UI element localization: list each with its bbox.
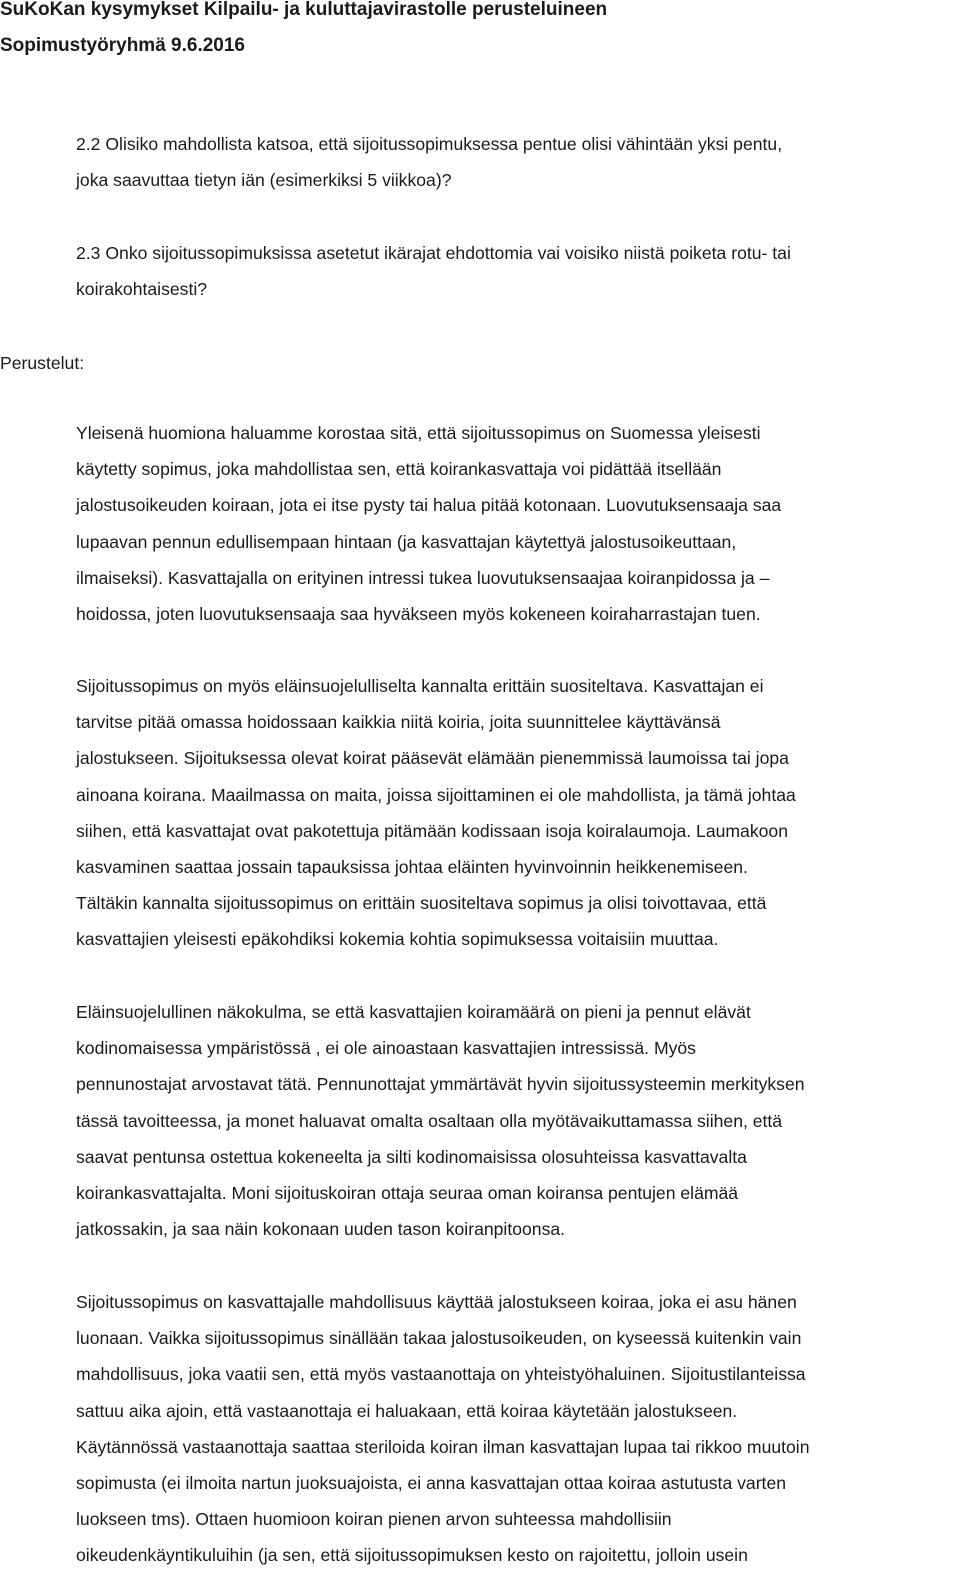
text-line: koirankasvattajalta. Moni sijoituskoiran ottaja seuraa oman koiransa pentujen elämää [76, 1183, 739, 1204]
text-line: hoidossa, joten luovutuksensaaja saa hyväkseen myös kokeneen koiraharrastajan tuen. [76, 604, 761, 625]
text-line: kasvaminen saattaa jossain tapauksissa johtaa eläinten hyvinvoinnin heikkenemiseen. [76, 857, 748, 878]
document-title: SuKoKan kysymykset Kilpailu- ja kuluttajavirastolle perusteluineen [0, 0, 608, 20]
text-line: jalostusoikeuden koiraan, jota ei itse pysty tai halua pitää kotonaan. Luovutuksensaaja saa [76, 495, 782, 516]
text-line: käytetty sopimus, joka mahdollistaa sen, että koirankasvattaja voi pidättää itsellään [76, 459, 722, 480]
text-line: siihen, että kasvattajat ovat pakotettuja pitämään kodissaan isoja koiralaumoja. Laumakoon [76, 820, 788, 841]
section-heading-perustelut: Perustelut: [0, 353, 85, 373]
text-line: luokseen tms). Ottaen huomioon koiran pienen arvon suhteessa mahdollisiin [76, 1509, 672, 1530]
text-line: pennunostajat arvostavat tätä. Pennunottajat ymmärtävät hyvin sijoitussysteemin merkityksen [76, 1074, 805, 1095]
text-line: 2.2 Olisiko mahdollista katsoa, että sijoitussopimuksessa pentue olisi vähintään yksi pentu, [76, 134, 783, 154]
paragraph-3 [76, 994, 805, 1247]
text-line: kasvattajien yleisesti epäkohdiksi kokemia kohtia sopimuksessa voitaisiin muuttaa. [76, 929, 719, 950]
text-line: saavat pentunsa ostettua kokeneelta ja silti kodinomaisissa olosuhteissa kasvattavalta [76, 1146, 747, 1167]
text-line: oikeudenkäyntikuluihin (ja sen, että sijoitussopimuksen kesto on rajoitettu, jolloin usein [76, 1545, 748, 1566]
paragraph-1 [76, 415, 781, 632]
text-line: Eläinsuojelullinen näkokulma, se että kasvattajien koiramäärä on pieni ja pennut elävät [76, 1002, 751, 1022]
paragraph-4 [76, 1284, 810, 1574]
text-line: Sijoitussopimus on kasvattajalle mahdollisuus käyttää jalostukseen koiraa, joka ei asu hänen [76, 1292, 797, 1312]
text-line: sattuu aika ajoin, että vastaanottaja ei haluakaan, että koiraa käytetään jalostukseen. [76, 1400, 738, 1421]
text-line: 2.3 Onko sijoitussopimuksissa asetetut ikärajat ehdottomia vai voisiko niistä poiketa rotu- tai [76, 243, 791, 263]
question-2-2 [76, 126, 782, 198]
text-line: jatkossakin, ja saa näin kokonaan uuden tason koiranpitoonsa. [76, 1219, 566, 1240]
text-line: joka saavuttaa tietyn iän (esimerkiksi 5 viikkoa)? [76, 170, 452, 191]
question-2-3 [76, 235, 791, 307]
document-subtitle: Sopimustyöryhmä 9.6.2016 [0, 35, 245, 56]
text-line: ilmaiseksi). Kasvattajalla on erityinen intressi tukea luovutuksensaajaa koiranpidossa ja – [76, 567, 770, 588]
text-line: jalostukseen. Sijoituksessa olevat koirat pääsevät elämään pienemmissä laumoissa tai jopa [76, 748, 789, 769]
text-line: luonaan. Vaikka sijoitussopimus sinällään takaa jalostusoikeuden, on kyseessä kuitenkin vain [76, 1328, 802, 1349]
text-line: koirakohtaisesti? [76, 279, 208, 300]
text-line: lupaavan pennun edullisempaan hintaan (ja kasvattajan käytettyä jalostusoikeuttaan, [76, 531, 737, 552]
text-line: Yleisenä huomiona haluamme korostaa sitä, että sijoitussopimus on Suomessa yleisesti [76, 423, 761, 443]
text-line: Tältäkin kannalta sijoitussopimus on erittäin suositeltava sopimus ja olisi toivottavaa, että [76, 893, 767, 914]
text-line: Sijoitussopimus on myös eläinsuojelulliselta kannalta erittäin suositeltava. Kasvattajan ei [76, 676, 764, 696]
text-line: kodinomaisessa ympäristössä , ei ole ainoastaan kasvattajien intressissä. Myös [76, 1038, 696, 1059]
text-line: tarvitse pitää omassa hoidossaan kaikkia niitä koiria, joita suunnittelee käyttävänsä [76, 712, 721, 733]
text-line: Käytännössä vastaanottaja saattaa steriloida koiran ilman kasvattajan lupaa tai rikkoo muutoin [76, 1436, 810, 1457]
text-line: mahdollisuus, joka vaatii sen, että myös vastaanottaja on yhteistyöhaluinen. Sijoitustilanteissa [76, 1364, 806, 1385]
paragraph-2 [76, 668, 796, 958]
text-line: sopimusta (ei ilmoita nartun juoksuajoista, ei anna kasvattajan ottaa koiraa astutusta varten [76, 1473, 787, 1494]
text-line: ainoana koirana. Maailmassa on maita, joissa sijoittaminen ei ole mahdollista, ja tämä johtaa [76, 784, 796, 805]
text-line: tässä tavoitteessa, ja monet haluavat omalta osaltaan olla myötävaikuttamassa siihen, että [76, 1110, 783, 1131]
